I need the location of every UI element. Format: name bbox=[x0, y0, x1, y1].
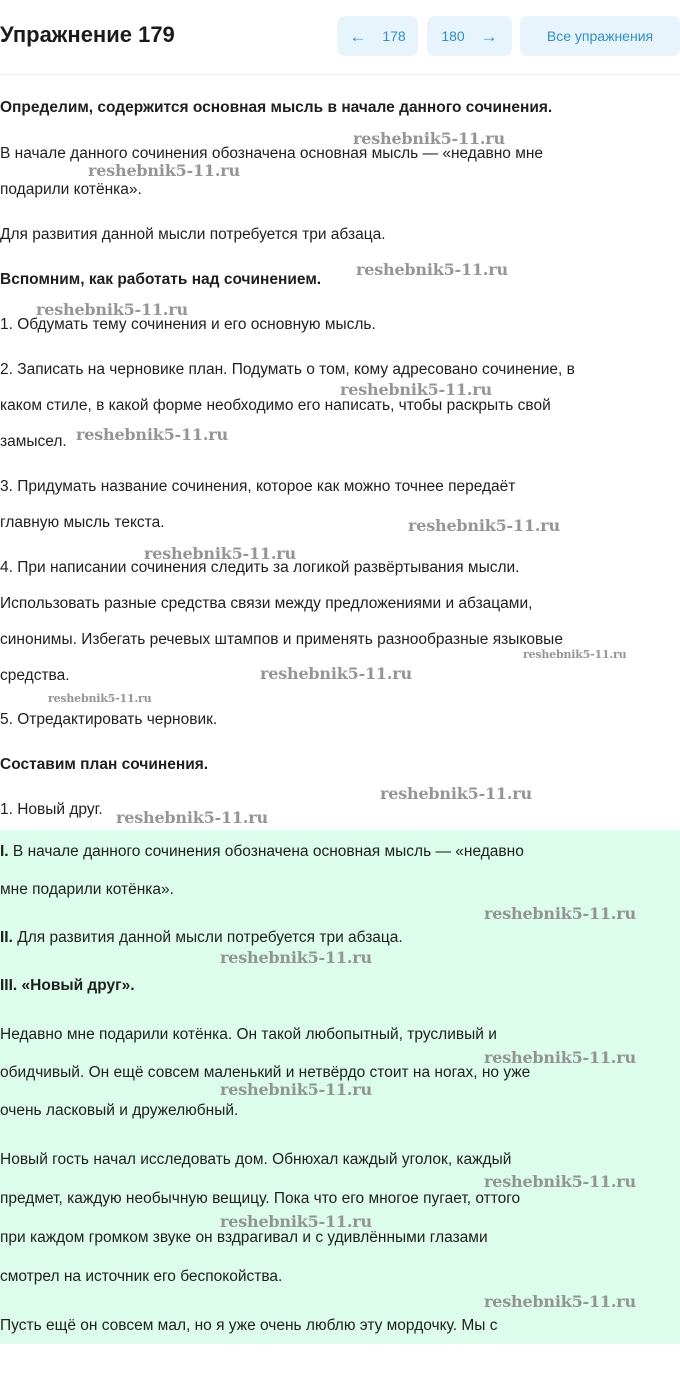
answer-line: мне подарили котёнка». bbox=[0, 881, 174, 898]
watermark: reshebnik5-11.ru bbox=[380, 784, 532, 803]
list-item: 2. Записать на черновике план. Подумать о том, кому адресовано сочинение, в bbox=[0, 361, 575, 378]
answer-line: предмет, каждую необычную вещицу. Пока что его многое пугает, оттого bbox=[0, 1190, 521, 1207]
watermark: reshebnik5-11.ru bbox=[408, 516, 560, 535]
previous-exercise-button[interactable] bbox=[337, 16, 418, 56]
arrow-left-icon: ← bbox=[349, 26, 367, 46]
watermark: reshebnik5-11.ru bbox=[220, 1212, 372, 1231]
plan-item: 1. Новый друг. bbox=[0, 801, 103, 818]
watermark: reshebnik5-11.ru bbox=[48, 692, 152, 705]
list-item: средства. bbox=[0, 667, 70, 684]
roman-numeral: I. bbox=[0, 843, 9, 860]
list-item: 1. Обдумать тему сочинения и его основную мысль. bbox=[0, 316, 376, 333]
list-item: каком стиле, в какой форме необходимо его написать, чтобы раскрыть свой bbox=[0, 397, 551, 414]
arrow-right-icon: → bbox=[480, 26, 498, 46]
answer-line: Пусть ещё он совсем мал, но я уже очень люблю эту мордочку. Мы с bbox=[0, 1317, 498, 1334]
list-item: 5. Отредактировать черновик. bbox=[0, 711, 218, 728]
list-item: замысел. bbox=[0, 433, 67, 450]
answer-line: обидчивый. Он ещё совсем маленький и нетвёрдо стоит на ногах, но уже bbox=[0, 1064, 531, 1081]
answer-text: В начале данного сочинения обозначена основная мысль — «недавно bbox=[8, 843, 524, 860]
watermark: reshebnik5-11.ru bbox=[36, 300, 188, 319]
watermark: reshebnik5-11.ru bbox=[353, 129, 505, 148]
heading-main-idea: Определим, содержится основная мысль в начале данного сочинения. bbox=[0, 99, 553, 116]
watermark: reshebnik5-11.ru bbox=[484, 1048, 636, 1067]
watermark: reshebnik5-11.ru bbox=[356, 260, 508, 279]
list-item: Использовать разные средства связи между предложениями и абзацами, bbox=[0, 595, 533, 612]
exercise-header bbox=[0, 0, 680, 75]
answer-line: Новый гость начал исследовать дом. Обнюхал каждый уголок, каждый bbox=[0, 1151, 512, 1168]
all-exercises-button[interactable]: Все упражнения bbox=[520, 16, 680, 56]
answer-text: Для развития данной мысли потребуется три абзаца. bbox=[12, 929, 403, 946]
paragraph-line: В начале данного сочинения обозначена основная мысль — «недавно мне bbox=[0, 145, 544, 162]
next-exercise-button[interactable] bbox=[427, 16, 512, 56]
watermark: reshebnik5-11.ru bbox=[220, 1080, 372, 1099]
answer-line: смотрел на источник его беспокойства. bbox=[0, 1268, 283, 1285]
watermark: reshebnik5-11.ru bbox=[484, 1172, 636, 1191]
list-item: главную мысль текста. bbox=[0, 514, 165, 531]
list-item: 3. Придумать название сочинения, которое как можно точнее передаёт bbox=[0, 478, 516, 495]
answer-line: Недавно мне подарили котёнка. Он такой любопытный, трусливый и bbox=[0, 1026, 497, 1043]
watermark: reshebnik5-11.ru bbox=[88, 161, 240, 180]
watermark: reshebnik5-11.ru bbox=[340, 380, 492, 399]
watermark: reshebnik5-11.ru bbox=[484, 1292, 636, 1311]
answer-line: очень ласковый и дружелюбный. bbox=[0, 1102, 239, 1119]
paragraph-line: Для развития данной мысли потребуется три абзаца. bbox=[0, 226, 386, 243]
watermark: reshebnik5-11.ru bbox=[484, 904, 636, 923]
list-item: 4. При написании сочинения следить за логикой развёртывания мысли. bbox=[0, 559, 520, 576]
previous-exercise-label: 178 bbox=[382, 28, 406, 44]
watermark: reshebnik5-11.ru bbox=[523, 648, 627, 661]
roman-numeral: II. bbox=[0, 929, 13, 946]
watermark: reshebnik5-11.ru bbox=[116, 808, 268, 827]
answer-title: III. «Новый друг». bbox=[0, 977, 135, 994]
watermark: reshebnik5-11.ru bbox=[220, 948, 372, 967]
paragraph-line: подарили котёнка». bbox=[0, 181, 142, 198]
heading-plan: Составим план сочинения. bbox=[0, 756, 209, 773]
watermark: reshebnik5-11.ru bbox=[260, 664, 412, 683]
next-exercise-label: 180 bbox=[441, 28, 465, 44]
answer-line bbox=[0, 833, 678, 870]
page-title: Упражнение 179 bbox=[0, 22, 175, 47]
answer-line: при каждом громком звуке он вздрагивал и с удивлёнными глазами bbox=[0, 1229, 488, 1246]
watermark: reshebnik5-11.ru bbox=[144, 544, 296, 563]
heading-how-to-work: Вспомним, как работать над сочинением. bbox=[0, 271, 322, 288]
watermark: reshebnik5-11.ru bbox=[76, 425, 228, 444]
list-item: синонимы. Избегать речевых штампов и применять разнообразные языковые bbox=[0, 631, 563, 648]
